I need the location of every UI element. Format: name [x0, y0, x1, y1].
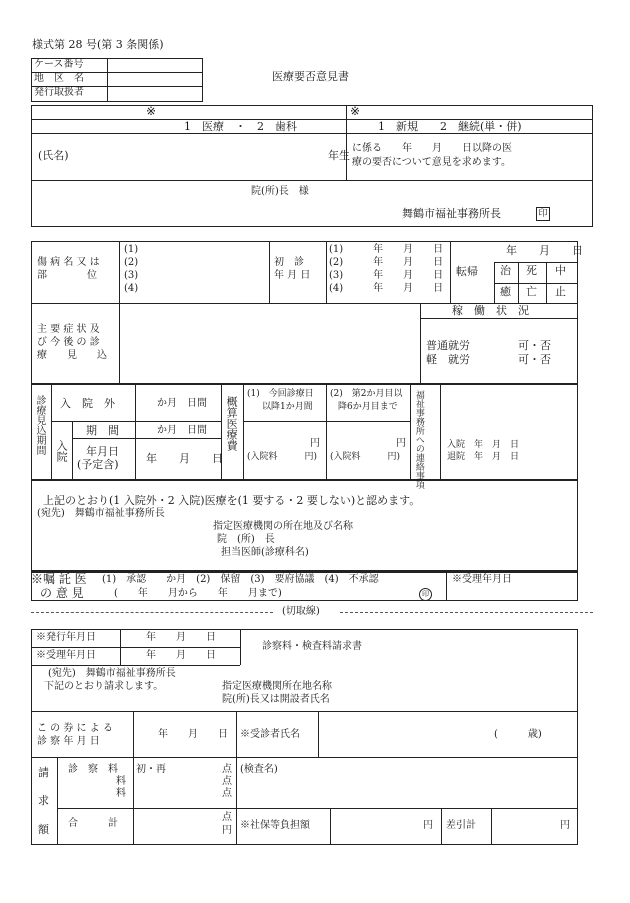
- claim-statement: 下記のとおり請求します。: [44, 681, 164, 692]
- request-line-2: 療の要否について意見を求めます。: [352, 157, 511, 168]
- outcome-date: 年 月 日: [506, 244, 583, 257]
- fee-label-2: 料: [116, 776, 126, 787]
- inpatient-fee-2: (入院料 円): [330, 452, 401, 462]
- disease-label-2: 部 位: [37, 270, 97, 281]
- disease-item: (3): [124, 270, 139, 281]
- disease-item: (1): [124, 244, 139, 255]
- first-visit-label-2: 年 月 日: [274, 270, 311, 281]
- initial-re-label: 初・再: [136, 764, 166, 775]
- work-header: 稼 働 状 況: [452, 304, 529, 317]
- commission-label-1: ※嘱 託 医: [31, 572, 87, 586]
- total-yen: 円: [222, 825, 232, 836]
- issue-date-label: ※発行年月日: [36, 632, 96, 643]
- case-number-label: ケース番号: [34, 59, 84, 70]
- commission-label-2: の 意 見: [40, 586, 84, 600]
- commission-received: ※受理年月日: [452, 574, 512, 585]
- claim-institution: 指定医療機関所在地名称: [222, 681, 332, 692]
- birth-label: 年生: [328, 149, 350, 162]
- outcome-label: 転帰: [456, 265, 478, 278]
- claim-side: 額: [38, 823, 49, 836]
- outcome-cell: 癒: [500, 285, 511, 298]
- outcome-cell: 中: [555, 264, 566, 277]
- visit-date: (2) 年 月 日: [329, 257, 444, 268]
- commission-options-2: ( 年 月から 年 月まで): [114, 588, 282, 599]
- issuer-label: 発行取扱者: [34, 87, 84, 98]
- patient-age: ( 歳): [494, 729, 542, 740]
- total-points: 点: [222, 812, 232, 823]
- issuer: 舞鶴市福祉事務所長: [402, 207, 501, 220]
- approval-statement: 上記のとおり(1 入院外・2 入院)医療を(1 要する・2 要しない)と認めます。: [43, 494, 421, 507]
- work-normal: 普通就労: [426, 339, 470, 352]
- deduct-yen: 円: [560, 820, 570, 831]
- claim-director: 院(所)長又は開設者氏名: [222, 694, 330, 705]
- social-burden-yen: 円: [423, 820, 433, 831]
- cost-col-1b: 以降1か月間: [262, 402, 313, 412]
- points-label: 点: [222, 764, 232, 775]
- claim-side: 請: [38, 766, 49, 779]
- hospital-head: 院(所)長 様: [251, 186, 309, 197]
- social-burden-label: ※社保等負担額: [240, 820, 310, 831]
- commission-options-1: (1) 承認 か月 (2) 保留 (3) 要府協議 (4) 不承認: [102, 574, 379, 585]
- outcome-cell: 亡: [526, 285, 537, 298]
- points-label: 点: [222, 776, 232, 787]
- discharge-date: 退院 年 月 日: [447, 452, 520, 462]
- inpatient-fee-1: (入院料 円): [247, 452, 318, 462]
- approval-institution: 指定医療機関の所在地及び名称: [213, 521, 353, 532]
- visit-label-2: 診 察 年 月 日: [37, 736, 100, 747]
- seal-icon: 印: [536, 207, 550, 221]
- period-label: 期 間: [86, 424, 119, 437]
- receipt-date-label: ※受理年月日: [36, 650, 96, 661]
- outcome-cell: 死: [526, 264, 537, 277]
- visit-date: (4) 年 月 日: [329, 283, 444, 294]
- deduct-label: 差引計: [446, 820, 476, 831]
- visit-date: 年 月 日: [158, 729, 228, 740]
- request-line-1: に係る 年 月 日以降の医: [352, 143, 512, 154]
- total-label: 合 計: [68, 818, 118, 829]
- inpatient-label: 入院: [55, 440, 69, 462]
- work-yesno: 可・否: [518, 353, 551, 366]
- receipt-date: 年 月 日: [146, 650, 216, 661]
- claim-side: 求: [38, 794, 49, 807]
- inpatient-date: 年 月 日: [146, 452, 223, 465]
- seal-icon: 印: [419, 588, 432, 601]
- visit-date: (3) 年 月 日: [329, 270, 444, 281]
- document-title: 医療要否意見書: [272, 70, 349, 83]
- cost-yen-1: 円: [310, 438, 320, 449]
- cost-label: 概算医療費: [225, 396, 239, 451]
- inpatient-period: か月 日間: [157, 425, 207, 436]
- district-label: 地 区 名: [34, 73, 84, 84]
- prospect-side-label: 診療見込期間: [34, 395, 45, 455]
- date-label-2: (予定含): [77, 458, 119, 471]
- status-type: 1 新規 2 継続(単・併): [378, 120, 522, 133]
- issue-date: 年 月 日: [146, 632, 216, 643]
- cost-col-1a: (1) 今回診療日: [247, 389, 314, 399]
- outcome-cell: 止: [555, 285, 566, 298]
- mark-1: ※: [146, 104, 157, 118]
- cost-yen-2: 円: [396, 438, 406, 449]
- form-number: 様式第 28 号(第 3 条関係): [32, 38, 164, 51]
- disease-label-1: 傷 病 名 又 は: [37, 257, 100, 268]
- cost-col-2a: (2) 第2か月目以: [330, 389, 403, 399]
- symptom-label-2: び 今 後 の 診: [37, 337, 100, 348]
- first-visit-label-1: 初 診: [274, 257, 304, 268]
- date-label-1: 年月日: [86, 445, 119, 458]
- visit-date: (1) 年 月 日: [329, 244, 444, 255]
- mark-2: ※: [350, 104, 361, 118]
- symptom-label-3: 療 見 込: [37, 350, 107, 361]
- disease-item: (4): [124, 283, 139, 294]
- disease-item: (2): [124, 257, 139, 268]
- symptom-label-1: 主 要 症 状 及: [37, 324, 100, 335]
- claim-addressee: (宛先) 舞鶴市福祉事務所長: [48, 668, 176, 679]
- test-name-label: (検査名): [240, 764, 278, 775]
- claim-title: 診察料・検査料請求書: [262, 641, 362, 652]
- approval-doctor: 担当医師(診療科名): [221, 547, 309, 558]
- points-label: 点: [222, 788, 232, 799]
- work-light: 軽 就労: [426, 353, 470, 366]
- approval-addressee: (宛先) 舞鶴市福祉事務所長: [37, 508, 165, 519]
- outpatient-label: 入 院 外: [60, 397, 115, 410]
- outcome-cell: 治: [500, 264, 511, 277]
- cut-line-label: (切取線): [282, 606, 320, 617]
- visit-label-1: こ の 券 に よ る: [37, 723, 113, 734]
- approval-director: 院 (所) 長: [217, 534, 275, 545]
- work-yesno: 可・否: [518, 339, 551, 352]
- exam-fee-label: 診 察 料: [68, 764, 118, 775]
- name-label: (氏名): [38, 149, 69, 162]
- patient-name-label: ※受診者氏名: [240, 729, 300, 740]
- medical-type: 1 医療 ・ 2 歯科: [184, 120, 297, 133]
- welfare-label: 福祉事務所への連絡事項: [413, 390, 424, 489]
- cost-col-2b: 降6か月目まで: [338, 402, 398, 412]
- admit-date: 入院 年 月 日: [447, 440, 520, 450]
- outpatient-period: か月 日間: [157, 398, 207, 409]
- fee-label-3: 料: [116, 788, 126, 799]
